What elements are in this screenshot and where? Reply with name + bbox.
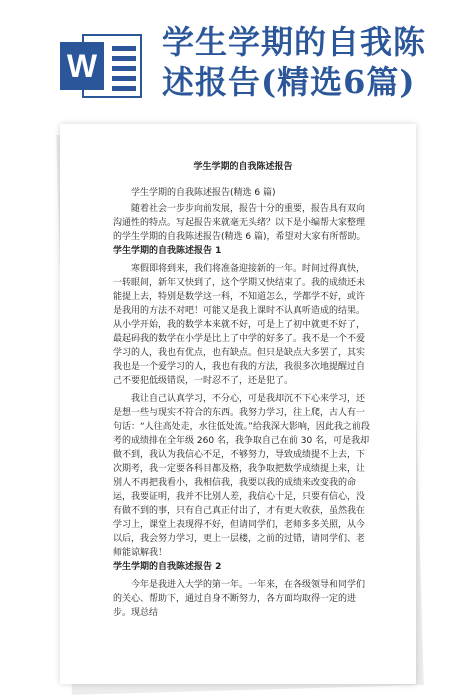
page-title-line-1: 学生学期的自我陈 xyxy=(162,23,427,61)
word-logo-letter: W xyxy=(60,42,104,90)
section-heading-1: 学生学期的自我陈述报告 1 xyxy=(113,246,222,256)
paragraph-2: 我让自己认真学习，不分心，可是我却沉不下心来学习，还是想一些与现实不符合的东西。我努力学习，往上爬，古人有一句话：“人往高处走，水往低处流。”给我深大影响，因此我之前段考的成绩排在全年级 260 名，我争取自己在前 30 名，可是我却做不到，我认为我信心不足，不够努力，导致成绩提不上去，下次期考，我一定要各科目都及格，我争取把数学成绩提上来，让别人不再把我看小，我相信我，我要以我的成绩来改变我的命运，我要证明，我并不比别人差，我信心十足，只要有信心，没有做不到的事，只有自己真正付出了，才有更大收获，虽然我在学习上，课堂上表现得不好，但请同学们，老师多多关照，从今以后，我会努力学习，更上一层楼，之前的过错，请同学们、老师能谅解我！ xyxy=(113,394,370,558)
header-banner xyxy=(0,0,474,118)
document-title: 学生学期的自我陈述报告 xyxy=(193,162,293,172)
paragraph-1: 寒假即将到来，我们将准备迎接新的一年。时间过得真快，一转眼间，新年又快到了，这个学期又快结束了。我的成绩还未能提上去，特别是数学这一科，不知道怎么，学都学不好，或许是我用的方法不对吧！可能又是我上课时不认真听造成的结果。从小学开始，我的数学本来就不好，可是上了初中就更不好了，最起码我的数学在小学是比上了中学的好多了。我不是一个不爱学习的人，我也有优点，也有缺点。但只是缺点大多罢了，其实我也是一个爱学习的人，我也有我的方法，我很多次地提醒过自己不要犯低级错误，一时忍不了，还是犯了。 xyxy=(113,264,366,386)
section-heading-2: 学生学期的自我陈述报告 2 xyxy=(113,562,222,572)
paragraph-3: 今年是我进入大学的第一年。一年来，在各级领导和同学们的关心、帮助下，通过自身不断努力，各方面均取得一定的进步。现总结 xyxy=(113,580,366,618)
page-title xyxy=(162,22,462,102)
document-subtitle: 学生学期的自我陈述报告(精选 6 篇) xyxy=(131,188,276,198)
document-body xyxy=(113,160,373,620)
word-document-icon xyxy=(60,28,146,102)
intro-paragraph: 随着社会一步步向前发展，报告十分的重要，报告具有双向沟通性的特点。写起报告来就毫无头绪？以下是小编帮大家整理的学生学期的自我陈述报告(精选 6 篇)，希望对大家有所帮助。 xyxy=(113,204,366,242)
page-title-line-2: 述报告(精选6篇) xyxy=(162,63,416,101)
